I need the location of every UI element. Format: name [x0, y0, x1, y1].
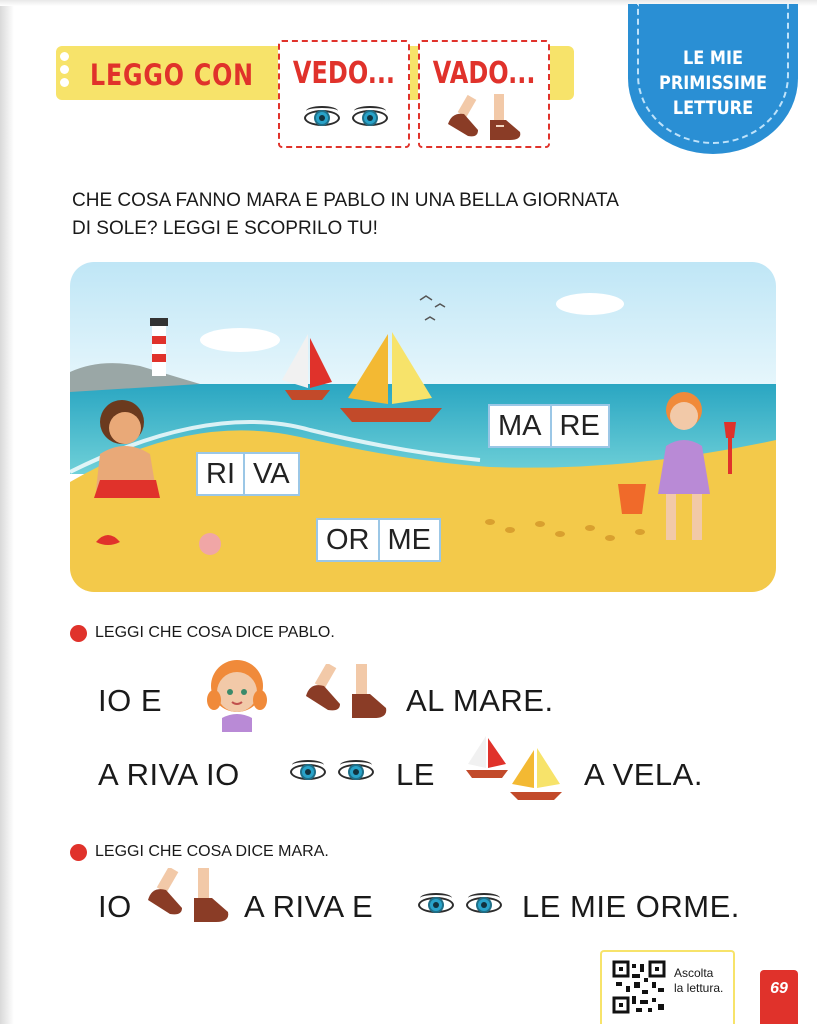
badge-line-3: LETTURE: [672, 97, 754, 119]
pablo-s2-part1: A RIVA IO: [98, 757, 240, 792]
intro-line-2: DI SOLE? LEGGI E SCOPRILO TU!: [72, 218, 378, 239]
instruction-mara: [70, 843, 329, 861]
pablo-s1-part1: IO E: [98, 683, 163, 718]
bullet-dot: [70, 844, 87, 861]
feet-icon: [146, 868, 234, 928]
badge-line-1: LE MIE: [682, 47, 744, 69]
syllable-or: OR: [326, 523, 370, 556]
feet-icon: [444, 94, 528, 146]
syllable-me: ME: [378, 520, 440, 560]
feet-icon: [304, 664, 392, 724]
eyes-icon: [416, 893, 504, 915]
instruction-pablo-text: LEGGI CHE COSA DICE PABLO.: [95, 624, 335, 641]
syllable-ma: MA: [498, 409, 542, 442]
sailboats-icon: [462, 730, 566, 802]
eyes-icon: [288, 760, 376, 782]
instruction-mara-text: LEGGI CHE COSA DICE MARA.: [95, 843, 329, 860]
syllable-va: VA: [243, 454, 298, 494]
qr-code-icon[interactable]: [612, 960, 666, 1014]
binder-holes: [60, 52, 70, 91]
audio-caption-line-2: la lettura.: [674, 981, 724, 995]
audio-caption: [674, 966, 723, 996]
card-vedo-label: VEDO...: [292, 56, 396, 91]
banner-title: LEGGO CON: [90, 58, 254, 92]
intro-question: [72, 187, 732, 243]
syllable-re: RE: [550, 406, 608, 446]
mara-s1-part1: IO: [98, 889, 132, 924]
page-number: 69: [760, 970, 798, 1024]
badge-line-2: PRIMISSIME: [658, 72, 768, 94]
intro-line-1: CHE COSA FANNO MARA E PABLO IN UNA BELLA GIORNATA: [72, 190, 619, 211]
syllable-ri: RI: [206, 457, 235, 490]
page-binding-shadow: [0, 0, 14, 1024]
pablo-s2-part2: LE: [396, 757, 435, 792]
mara-s1-part2: A RIVA E: [244, 889, 374, 924]
pablo-s1-part2: AL MARE.: [406, 683, 554, 718]
mara-s1-part3: LE MIE ORME.: [522, 889, 740, 924]
scene-label-riva: [196, 452, 300, 496]
pablo-s2-part3: A VELA.: [584, 757, 703, 792]
eyes-icon: [302, 106, 390, 128]
badge-text: [641, 46, 786, 121]
instruction-pablo: [70, 624, 335, 642]
card-vado-label: VADO...: [432, 56, 536, 91]
girl-face-icon: [204, 656, 270, 732]
bullet-dot: [70, 625, 87, 642]
scene-label-orme: [316, 518, 441, 562]
card-vedo: [278, 40, 410, 148]
card-vado: [418, 40, 550, 148]
audio-caption-line-1: Ascolta: [674, 966, 714, 980]
scene-label-mare: [488, 404, 610, 448]
beach-illustration: [70, 262, 776, 592]
